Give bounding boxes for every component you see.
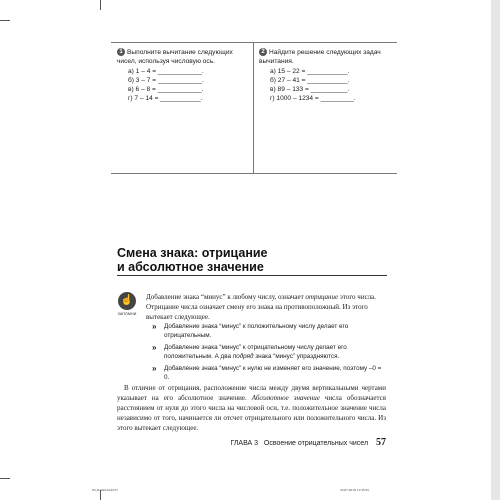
chapter-title: Освоение отрицательных чисел bbox=[263, 440, 369, 447]
crop-mark bbox=[0, 20, 10, 21]
list-item bbox=[152, 343, 386, 361]
remember-caption: ЗАПОМНИ bbox=[117, 312, 137, 316]
intro-paragraph bbox=[146, 292, 386, 322]
exercise-item: а) 15 – 22 = ___________. bbox=[270, 68, 350, 75]
text-run: знака “минус” упраздняются. bbox=[253, 353, 340, 360]
exercise-number-badge: 1 bbox=[117, 48, 125, 56]
exercise-task: Найдите решение следующих задач вычитания. bbox=[259, 49, 381, 65]
section-heading bbox=[117, 246, 387, 276]
slug-date: 25.07.2019 11:35:35 bbox=[340, 488, 369, 492]
exercise-item: г) 1000 – 1234 = _________. bbox=[270, 95, 356, 102]
italic-term: отрицание bbox=[305, 293, 339, 301]
chapter-label: ГЛАВА 3 bbox=[230, 440, 259, 447]
text-run: Добавление знака “минус” к отрицательному числу делает его положительным. А два bbox=[164, 344, 347, 360]
exercise-item: а) 1 – 4 = ____________. bbox=[128, 68, 204, 75]
exercise-2 bbox=[259, 48, 395, 103]
bullet-marker-icon: » bbox=[152, 322, 157, 331]
exercise-items bbox=[259, 67, 395, 103]
exercise-item: в) 89 – 133 = __________. bbox=[270, 86, 350, 93]
exercise-item: б) 27 – 41 = ___________. bbox=[270, 77, 350, 84]
body-paragraph bbox=[117, 383, 386, 433]
list-item bbox=[152, 364, 386, 382]
exercise-item: г) 7 – 14 = ___________. bbox=[128, 95, 203, 102]
heading-line: и абсолютное значение bbox=[117, 260, 264, 274]
exercise-1 bbox=[117, 48, 253, 103]
exercise-task: Выполните вычитание следующих чисел, используя числовую ось. bbox=[117, 49, 233, 65]
text-run: этого числа. Отрицание числа означает смену его знака на противоположный. Из этого вытекает следующее. bbox=[146, 293, 377, 321]
bullet-text: Добавление знака “минус” к положительному числу делает его отрицательным. bbox=[164, 323, 349, 339]
remember-marker bbox=[116, 292, 138, 316]
slug-file: 03_Part01.indd 57 bbox=[92, 488, 118, 492]
italic-term: подряд bbox=[232, 353, 254, 360]
exercise-item: б) 3 – 7 = ____________. bbox=[128, 77, 204, 84]
exercise-items bbox=[117, 67, 253, 103]
italic-term: Абсолютное значение bbox=[251, 394, 320, 402]
exercise-number-badge: 2 bbox=[259, 48, 267, 56]
bullet-marker-icon: » bbox=[152, 343, 157, 352]
text-run: В отличие от отрицания, расположение числа между двумя вертикальными чертами указывает на его абсолютное значение. bbox=[117, 384, 386, 402]
heading-line: Смена знака: отрицание bbox=[117, 246, 268, 260]
bullet-text bbox=[164, 344, 347, 360]
crop-mark bbox=[0, 478, 10, 479]
crop-mark bbox=[100, 0, 101, 10]
list-item bbox=[152, 322, 386, 340]
exercise-item: в) 6 – 8 = ____________. bbox=[128, 86, 204, 93]
running-footer bbox=[200, 438, 386, 449]
text-run: Добавление знака “минус” к любому числу, означает bbox=[146, 293, 306, 301]
text-run: числа обозначается расстоянием от нуля до этого числа на числовой оси, т.е. положительное значение числа независимо от того, начинается ли отсчет отрицательного или положительного числа. Из этого вытекает следующее. bbox=[117, 394, 386, 432]
column-divider bbox=[253, 43, 254, 173]
exercise-box bbox=[111, 42, 397, 174]
bullet-list bbox=[152, 322, 386, 385]
bullet-marker-icon: » bbox=[152, 364, 157, 373]
bullet-text: Добавление знака “минус” к нулю не изменяет его значение, поэтому –0 = 0. bbox=[164, 365, 382, 381]
page-edge bbox=[491, 0, 500, 500]
page-number: 57 bbox=[376, 437, 386, 448]
hand-pointer-icon: ☝ bbox=[118, 292, 136, 310]
